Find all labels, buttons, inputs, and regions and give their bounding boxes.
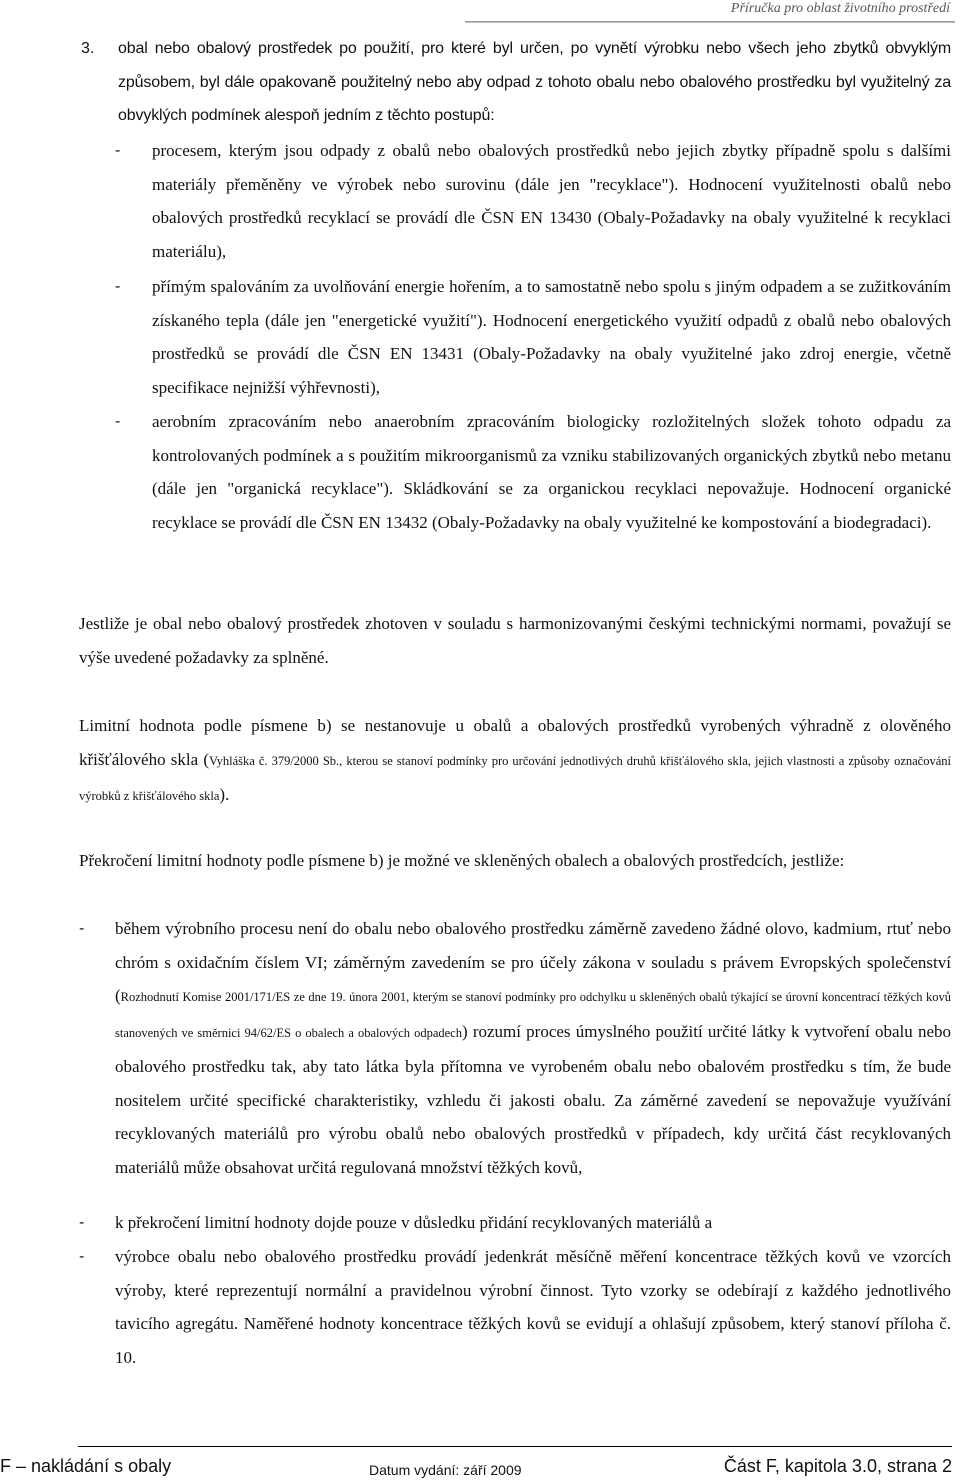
list-dash: - [115, 413, 121, 430]
paragraph-harmonized: Jestliže je obal nebo obalový prostředek zhotoven v souladu s harmonizovanými českými technickými normami, považují se výše uvedené požadavky za splněné. [79, 614, 951, 667]
list-dash: - [115, 142, 121, 159]
list-dash: - [79, 1248, 85, 1265]
exceed-item-3: výrobce obalu nebo obalového prostředku provádí jedenkrát měsíčně měření koncentrace těžkých kovů ve vzorcích výroby, které reprezentují normální a pravidelnou výrobní činnost. Tyto vzorky se odebírají z každého jednotlivého tavicího agregátu. Naměřené hodnoty koncentrace těžkých kovů se evidují a ohlašují způsobem, který stanoví příloha č. 10. [115, 1247, 951, 1367]
list-dash: - [79, 1214, 85, 1231]
list-dash: - [79, 920, 85, 937]
exceed-item-1-cont: ) rozumí proces úmyslného použití určité látky k vytvoření obalu nebo obalového prostředku tak, aby tato látka byla přítomna ve vyrobeném obalu nebo obalovém prostředku s tím, že bude nositelem určité specifické charakteristiky, vzhledu či jakosti obalu. Za záměrné zavedení se nepovažuje využívání recyklovaných materiálů pro výrobu obalů nebo obalových prostředků v případech, kdy určitá část recyklovaných materiálů může obsahovat určitá regulovaná množství těžkých kovů, [115, 1021, 952, 1177]
subitem-organicka: aerobním zpracováním nebo anaerobním zpracováním biologicky rozložitelných složek tohoto odpadu za kontrolovaných podmínek a s použitím mikroorganismů za vzniku stabilizovaných organických zbytků nebo metanu (dále jen "organická recyklace"). Skládkování se za organickou recyklaci nepovažuje. Hodnocení organické recyklace se provádí dle ČSN EN 13432 (Obaly-Požadavky na obaly využitelné ke kompostování a biodegradaci). [152, 412, 951, 532]
paragraph-limit-note: Vyhláška č. 379/2000 Sb., kterou se stanoví podmínky pro určování jednotlivých druhů křišťálového skla, jejich vlastnosti a způsoby označování výrobků z křišťálového skla [79, 753, 951, 803]
exceed-item-1 [115, 912, 951, 1184]
exceed-item-1-text: během výrobního procesu není do obalu nebo obalového prostředku záměrně zavedeno žádné olovo, kadmium, rtuť nebo chróm s oxidačním číslem VI; záměrným zavedením se pro účely zákona v souladu s právem Evropských společenství ( [115, 919, 951, 1005]
paragraph-limit-end: ). [219, 785, 230, 804]
footer-section: F – nakládání s obaly [0, 1456, 172, 1476]
paragraph-limit [79, 709, 951, 814]
subitem-recyclace: procesem, kterým jsou odpady z obalů nebo obalových prostředků nebo jejich zbytky případně spolu s dalšími materiály přeměněny ve výrobek nebo surovinu (dále jen "recyklace"). Hodnocení využitelnosti obalů nebo obalových prostředků recyklací se provádí dle ČSN EN 13430 (Obaly-Požadavky na obaly využitelné k recyklaci materiálu), [152, 141, 951, 261]
footer-rule [78, 1446, 952, 1447]
header-title: Příručka pro oblast životního prostředí [730, 1, 950, 16]
exceed-item-2: k překročení limitní hodnoty dojde pouze v důsledku přidání recyklovaných materiálů a [115, 1213, 713, 1232]
footer-date: Datum vydání: září 2009 [369, 1462, 522, 1478]
header-rule [465, 21, 955, 23]
list-number: 3. [81, 40, 95, 57]
subitem-energeticke: přímým spalováním za uvolňování energie hořením, a to samostatně nebo spolu s jiným odpadem a se zužitkováním získaného tepla (dále jen "energetické využití"). Hodnocení energetického využití odpadů z obalů nebo obalových prostředků se provádí dle ČSN EN 13431 (Obaly-Požadavky na obaly využitelné jako zdroj energie, včetně specifikace nejnižší výhřevnosti), [152, 277, 951, 397]
item3-text: obal nebo obalový prostředek po použití, pro které byl určen, po vynětí výrobku nebo všech jeho zbytků obvyklým způsobem, byl dále opakovaně použitelný nebo aby odpad z tohoto obalu nebo obalového prostředku byl využitelný za obvyklých podmínek alespoň jedním z těchto postupů: [118, 40, 951, 124]
exceed-item-1-note: Rozhodnutí Komise 2001/171/ES ze dne 19. února 2001, kterým se stanoví podmínky pro odchylku u skleněných obalů týkající se úrovní koncentrací těžkých kovů stanovených ve směrnici 94/62/ES o obalech a obalových odpadech [115, 990, 951, 1040]
footer-page: Část F, kapitola 3.0, strana 2 [723, 1456, 952, 1476]
page-header [0, 0, 960, 24]
paragraph-limit-text: Limitní hodnota podle písmene b) se nestanovuje u obalů a obalových prostředků vyrobených výhradně z olověného křišťálového skla ( [79, 716, 951, 769]
paragraph-exceed: Překročení limitní hodnoty podle písmene b) je možné ve skleněných obalech a obalových prostředcích, jestliže: [79, 851, 845, 870]
list-dash: - [115, 278, 121, 295]
